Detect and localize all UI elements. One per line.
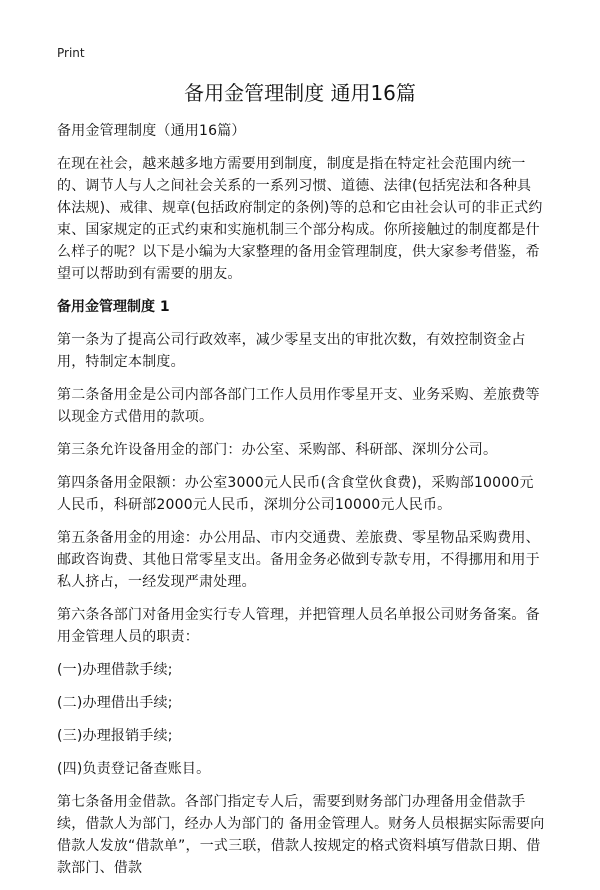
article-paragraph: 第四条备用金限额：办公室3000元人民币(含食堂伙食费)，采购部10000元人民币，科研部2000元人民币，深圳分公司10000元人民币。 (57, 475, 534, 513)
section-heading: 备用金管理制度 1 (57, 299, 170, 315)
intro-paragraph: 在现在社会，越来越多地方需要用到制度，制度是指在特定社会范围内统一的、调节人与人之间社会关系的一系列习惯、道德、法律(包括宪法和各种具体法规)、戒律、规章(包括政府制定的条例)等的总和它由社会认可的非正式约束、国家规定的正式约束和实施机制三个部分构成。你所接触过的制度都是什么样子的呢？以下是小编为大家整理的备用金管理制度，供大家参考借鉴，希望可以帮助到有需要的朋友。 (57, 156, 543, 282)
article-paragraph: 第六条各部门对备用金实行专人管理，并把管理人员名单报公司财务备案。备用金管理人员的职责： (57, 607, 540, 645)
document-title: 备用金管理制度 通用16篇 (184, 81, 416, 105)
article-paragraph: 第二条备用金是公司内部各部门工作人员用作零星开支、业务采购、差旅费等以现金方式借用的款项。 (57, 387, 540, 425)
article-paragraph: 第三条允许设备用金的部门：办公室、采购部、科研部、深圳分公司。 (57, 442, 498, 458)
list-item: (二)办理借出手续; (57, 695, 173, 711)
document-subtitle: 备用金管理制度（通用16篇） (57, 123, 246, 139)
article-paragraph: 第五条备用金的用途：办公用品、市内交通费、差旅费、零星物品采购费用、邮政咨询费、其他日常零星支出。备用金务必做到专款专用，不得挪用和用于私人挤占，一经发现严肃处理。 (57, 530, 540, 590)
article-paragraph: 第一条为了提高公司行政效率，减少零星支出的审批次数，有效控制资金占用，特制定本制度。 (57, 332, 526, 370)
article-paragraph: 第七条备用金借款。各部门指定专人后，需要到财务部门办理备用金借款手续，借款人为部门，经办人为部门的 备用金管理人。财务人员根据实际需要向借款人发放“借款单”，一式三联，借款人按规定的格式资料填写借款日期、借款部门、借款 (57, 794, 545, 876)
list-item: (三)办理报销手续; (57, 728, 173, 744)
list-item: (四)负责登记备查账目。 (57, 761, 211, 777)
document-body (57, 120, 545, 890)
print-link[interactable]: Print (57, 46, 85, 60)
list-item: (一)办理借款手续; (57, 662, 173, 678)
